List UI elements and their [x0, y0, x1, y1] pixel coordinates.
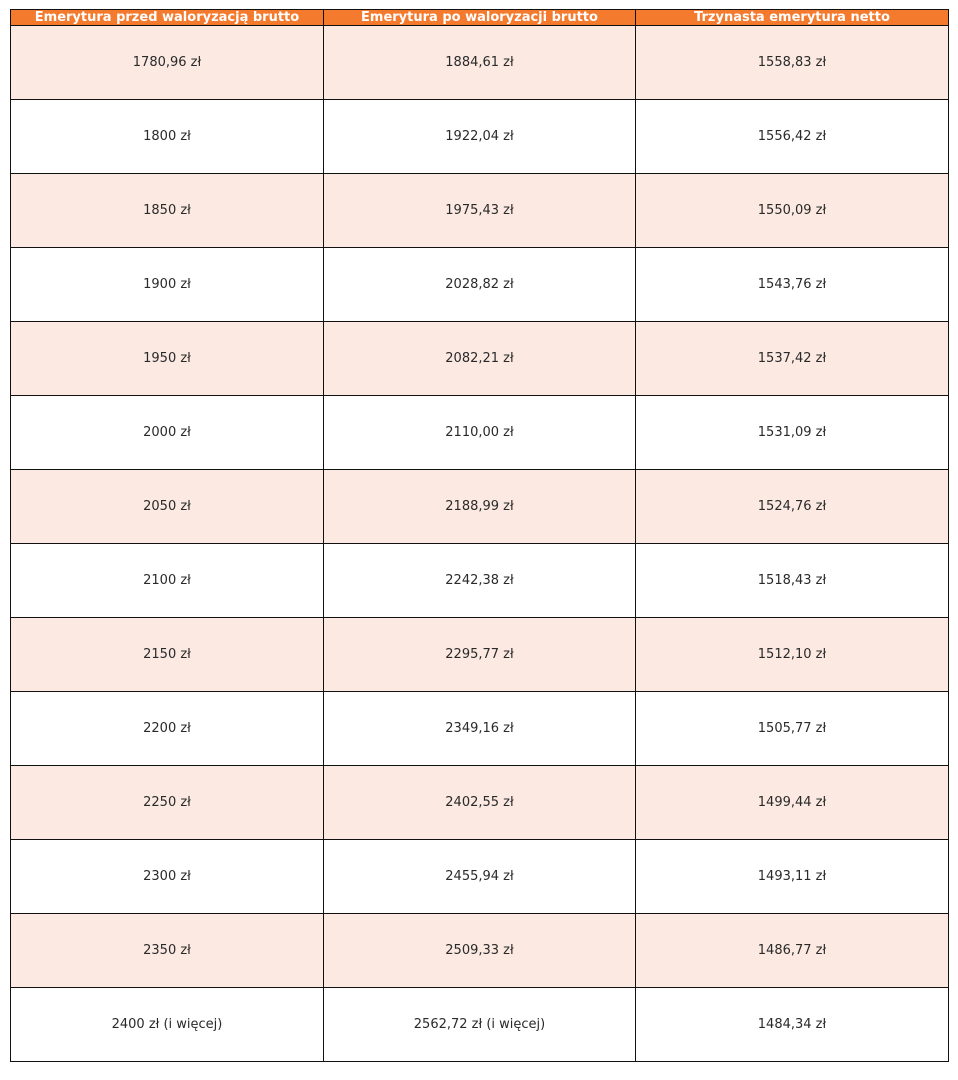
table-row	[11, 470, 949, 544]
table-row	[11, 396, 949, 470]
cell-after-indexation: 2562,72 zł (i więcej)	[324, 988, 636, 1062]
cell-before-indexation: 2050 zł	[11, 470, 324, 544]
column-header-thirteenth-pension: Trzynasta emerytura netto	[636, 10, 949, 26]
cell-after-indexation: 2110,00 zł	[324, 396, 636, 470]
cell-before-indexation: 1850 zł	[11, 174, 324, 248]
cell-after-indexation: 2455,94 zł	[324, 840, 636, 914]
cell-before-indexation: 2150 zł	[11, 618, 324, 692]
cell-before-indexation: 2250 zł	[11, 766, 324, 840]
cell-after-indexation: 2349,16 zł	[324, 692, 636, 766]
cell-thirteenth-pension: 1505,77 zł	[636, 692, 949, 766]
table-row	[11, 322, 949, 396]
cell-thirteenth-pension: 1558,83 zł	[636, 26, 949, 100]
cell-before-indexation: 2300 zł	[11, 840, 324, 914]
cell-before-indexation: 2400 zł (i więcej)	[11, 988, 324, 1062]
table-row	[11, 766, 949, 840]
cell-thirteenth-pension: 1484,34 zł	[636, 988, 949, 1062]
cell-before-indexation: 2100 zł	[11, 544, 324, 618]
table-row	[11, 988, 949, 1062]
cell-before-indexation: 2000 zł	[11, 396, 324, 470]
cell-before-indexation: 1900 zł	[11, 248, 324, 322]
table-row	[11, 914, 949, 988]
cell-after-indexation: 1975,43 zł	[324, 174, 636, 248]
cell-thirteenth-pension: 1493,11 zł	[636, 840, 949, 914]
cell-thirteenth-pension: 1486,77 zł	[636, 914, 949, 988]
cell-thirteenth-pension: 1499,44 zł	[636, 766, 949, 840]
table-row	[11, 248, 949, 322]
table-body	[11, 26, 949, 1062]
cell-after-indexation: 1922,04 zł	[324, 100, 636, 174]
table-row	[11, 26, 949, 100]
cell-thirteenth-pension: 1518,43 zł	[636, 544, 949, 618]
cell-before-indexation: 1780,96 zł	[11, 26, 324, 100]
cell-after-indexation: 2242,38 zł	[324, 544, 636, 618]
cell-after-indexation: 2082,21 zł	[324, 322, 636, 396]
table-row	[11, 618, 949, 692]
cell-thirteenth-pension: 1550,09 zł	[636, 174, 949, 248]
cell-thirteenth-pension: 1556,42 zł	[636, 100, 949, 174]
pension-table-container	[10, 9, 948, 1062]
table-row	[11, 840, 949, 914]
column-header-before-indexation: Emerytura przed waloryzacją brutto	[11, 10, 324, 26]
pension-table	[10, 9, 949, 1062]
table-row	[11, 100, 949, 174]
table-header	[11, 10, 949, 26]
cell-after-indexation: 2028,82 zł	[324, 248, 636, 322]
cell-before-indexation: 2200 zł	[11, 692, 324, 766]
header-row	[11, 10, 949, 26]
cell-after-indexation: 2402,55 zł	[324, 766, 636, 840]
column-header-after-indexation: Emerytura po waloryzacji brutto	[324, 10, 636, 26]
cell-before-indexation: 1950 zł	[11, 322, 324, 396]
table-row	[11, 544, 949, 618]
cell-before-indexation: 2350 zł	[11, 914, 324, 988]
cell-after-indexation: 2188,99 zł	[324, 470, 636, 544]
cell-before-indexation: 1800 zł	[11, 100, 324, 174]
cell-thirteenth-pension: 1543,76 zł	[636, 248, 949, 322]
table-row	[11, 174, 949, 248]
cell-thirteenth-pension: 1524,76 zł	[636, 470, 949, 544]
cell-after-indexation: 2509,33 zł	[324, 914, 636, 988]
table-row	[11, 692, 949, 766]
cell-thirteenth-pension: 1537,42 zł	[636, 322, 949, 396]
cell-after-indexation: 2295,77 zł	[324, 618, 636, 692]
cell-after-indexation: 1884,61 zł	[324, 26, 636, 100]
cell-thirteenth-pension: 1531,09 zł	[636, 396, 949, 470]
cell-thirteenth-pension: 1512,10 zł	[636, 618, 949, 692]
